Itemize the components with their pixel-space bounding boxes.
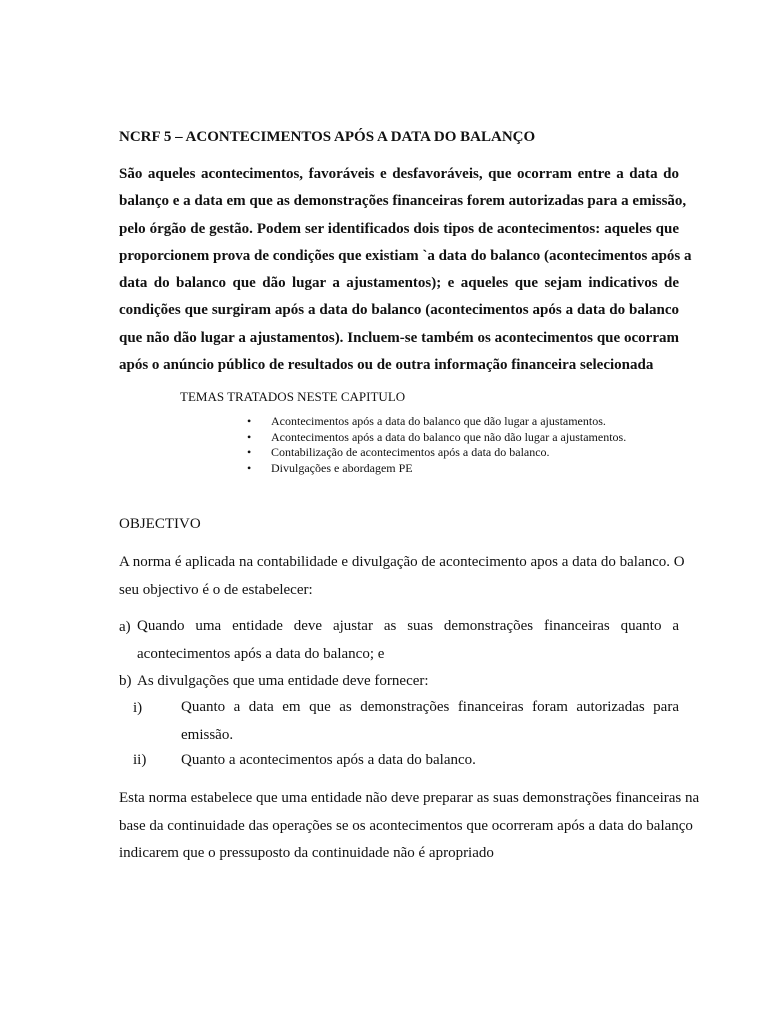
intro-line: data do balanco que dão lugar a ajustamentos); e aqueles que sejam indicativos de xyxy=(119,275,679,292)
intro-paragraph xyxy=(119,161,692,379)
list-item xyxy=(247,430,626,446)
intro-line: condições que surgiram após a data do balanco (acontecimentos após a data do balanco xyxy=(119,302,679,319)
intro-line: São aqueles acontecimentos, favoráveis e desfavoráveis, que ocorram entre a data do xyxy=(119,166,679,182)
bullet-icon: • xyxy=(247,414,252,428)
intro-line: pelo órgão de gestão. Podem ser identificados dois tipos de acontecimentos: aqueles que xyxy=(119,220,679,237)
closing-paragraph xyxy=(119,785,700,868)
list-item-text: Acontecimentos após a data do balanco que não dão lugar a ajustamentos. xyxy=(271,429,627,444)
item-line: acontecimentos após a data do balanco; e xyxy=(137,645,385,662)
intro-line: após o anúncio público de resultados ou de outra informação financeira selecionada xyxy=(119,357,654,374)
list-marker: ii) xyxy=(133,752,147,768)
paragraph-line: seu objectivo é o de estabelecer: xyxy=(119,581,313,598)
list-item-text: Divulgações e abordagem PE xyxy=(271,460,413,475)
themes-heading: TEMAS TRATADOS NESTE CAPITULO xyxy=(180,389,406,404)
themes-list xyxy=(247,414,626,476)
list-item-text: Acontecimentos após a data do balanco que dão lugar a ajustamentos. xyxy=(271,414,606,428)
objective-subitem-ii: Quanto a acontecimentos após a data do balanco. xyxy=(181,752,476,768)
list-item xyxy=(247,414,626,430)
paragraph-line: base da continuidade das operações se os acontecimentos que ocorreram após a data do balanço xyxy=(119,817,693,834)
list-marker: b) xyxy=(119,673,132,689)
bullet-icon: • xyxy=(247,429,252,444)
list-item xyxy=(247,461,626,477)
bullet-icon: • xyxy=(247,445,252,459)
paragraph-line: Esta norma estabelece que uma entidade não deve preparar as suas demonstrações financeiras na xyxy=(119,790,700,806)
paragraph-line: A norma é aplicada na contabilidade e divulgação de acontecimento apos a data do balanco. O xyxy=(119,554,685,570)
list-marker: a) xyxy=(119,619,131,635)
objective-heading: OBJECTIVO xyxy=(119,516,201,532)
item-line: Quando uma entidade deve ajustar as suas demonstrações financeiras quanto a xyxy=(137,618,679,634)
list-marker: i) xyxy=(133,700,143,716)
list-item xyxy=(247,445,626,461)
objective-item-b: As divulgações que uma entidade deve fornecer: xyxy=(137,673,429,689)
intro-line: que não dão lugar a ajustamentos). Incluem-se também os acontecimentos que ocorram xyxy=(119,329,679,346)
objective-item-a xyxy=(137,613,679,668)
item-line: emissão. xyxy=(181,726,234,743)
intro-line: balanço e a data em que as demonstrações financeiras forem autorizadas para a emissão, xyxy=(119,193,687,210)
intro-line: proporcionem prova de condições que existiam `a data do balanco (acontecimentos após a xyxy=(119,247,692,264)
item-line: Quanto a data em que as demonstrações financeiras foram autorizadas para xyxy=(181,699,679,715)
objective-paragraph xyxy=(119,549,685,604)
paragraph-line: indicarem que o pressuposto da continuidade não é apropriado xyxy=(119,845,494,861)
objective-subitem-i xyxy=(181,694,679,749)
bullet-icon: • xyxy=(247,460,252,475)
page-title: NCRF 5 – ACONTECIMENTOS APÓS A DATA DO BALANÇO xyxy=(119,129,536,145)
list-item-text: Contabilização de acontecimentos após a data do balanco. xyxy=(271,445,550,459)
